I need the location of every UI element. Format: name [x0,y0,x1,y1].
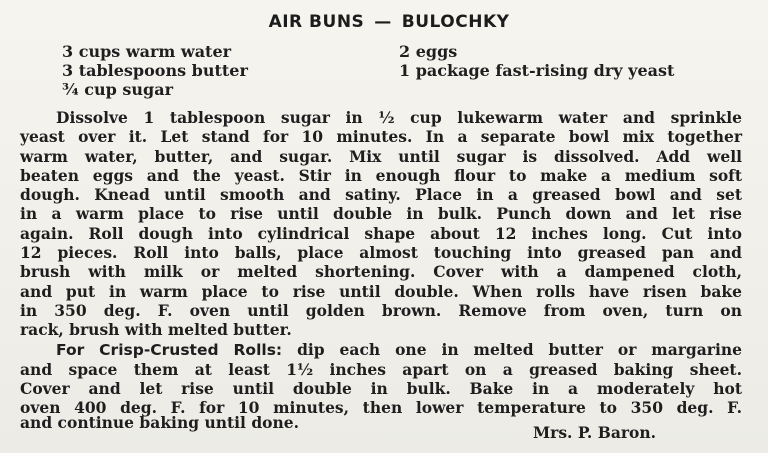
ingredient-item: 2 eggs [399,42,458,61]
crisp-rolls-first-line [20,340,742,360]
crisp-rolls-line: Cover and let rise until double in bulk. Bake in a moderately hot [20,379,742,399]
directions-line: 12 pieces. Roll into balls, place almost touching into greased pan and [20,243,742,263]
ingredient-item: 3 cups warm water [62,42,232,61]
directions-line: and put in warm place to rise until double. When rolls have risen bake [20,281,742,301]
crisp-rolls-line: and continue baking until done. [20,413,300,432]
title-ukrainian: BULOCHKY [401,12,510,32]
ingredients-column-right [399,42,674,80]
directions-line: Dissolve 1 tablespoon sugar in ½ cup lukewarm water and sprinkle [56,108,742,127]
directions-line: dough. Knead until smooth and satiny. Place in a greased bowl and set [20,185,742,205]
recipe-title [0,12,768,32]
ingredient-item: 1 package fast-rising dry yeast [399,61,675,80]
crisp-rolls-heading: For Crisp-Crusted Rolls: [56,340,283,359]
directions-line: in a warm place to rise until double in bulk. Punch down and let rise [20,204,742,224]
title-english: AIR BUNS [268,12,365,32]
crisp-rolls-line: oven 400 deg. F. for 10 minutes, then lower temperature to 350 deg. F. [20,398,742,418]
directions-line: yeast over it. Let stand for 10 minutes. In a separate bowl mix together [20,127,742,147]
directions-paragraph [20,108,742,340]
title-dash: — [374,12,392,32]
crisp-rolls-paragraph [20,340,742,418]
directions-line: beaten eggs and the yeast. Stir in enough flour to make a medium soft [20,165,742,185]
directions [20,108,742,418]
ingredient-item: ¾ cup sugar [62,80,174,99]
directions-line: in 350 deg. F. oven until golden brown. Remove from oven, turn on [20,300,742,320]
directions-line: again. Roll dough into cylindrical shape about 12 inches long. Cut into [20,223,742,243]
directions-line: warm water, butter, and sugar. Mix until sugar is dissolved. Add well [20,146,742,166]
crisp-rolls-text: dip each one in melted butter or margarine [297,339,742,359]
recipe-author: Mrs. P. Baron. [533,423,657,442]
ingredients-column-left [62,42,248,99]
directions-line: rack, brush with melted butter. [20,320,292,340]
crisp-rolls-line: and space them at least 1½ inches apart on a greased baking sheet. [20,359,742,379]
ingredient-item: 3 tablespoons butter [62,61,248,80]
directions-line: brush with milk or melted shortening. Cover with a dampened cloth, [20,262,742,282]
